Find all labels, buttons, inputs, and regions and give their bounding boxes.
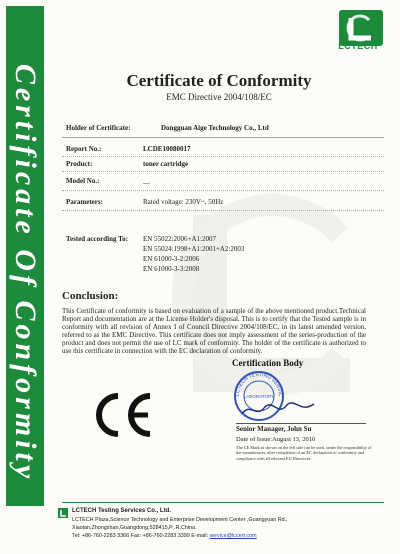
conclusion-text: This Certificate of conformity is based on evaluation of a sample of the above mentioned product.Technical Report and documentation are at the License Holder's disposal. This is to certify that the Tested sample is in conformity with all revision of Annex I of Council Directive 2004/108/EC, in its latest amended version, referred to as the EMC Directive. This certificate does not imply assessment of the series-production of the product and does not permit the use of LC mark of conformity. The holder of the certificate is authorized to use this certificate in connection with the EC declaration of conformity.: [62, 307, 366, 355]
footer-email-link[interactable]: service@lccert.com: [209, 533, 257, 539]
parameters-label: Parameters:: [66, 198, 103, 206]
top-margin: [54, 6, 354, 24]
footer-company: LCTECH Testing Services Co., Ltd.: [72, 508, 171, 514]
model-label: Model No.:: [66, 177, 100, 185]
footer-address-line2: Xiaolan,Zhongshan,Guangdong,528415,P .R.China.: [72, 525, 197, 531]
side-band-text: Certificate Of Conformity: [9, 63, 42, 483]
footer-address-line1: LCTECH Plaza,Science Technology and Enterprise Development Center ,Guangyuan Rd.,: [72, 517, 288, 523]
standard-item: EN 55022:2006+A1:2007: [143, 235, 216, 243]
ce-note: The CE Mark as shown on the left side can be used, under the responsibility of the manufacturer, after completion of an EC declaration of conformity and compliance with all relevant EU Directives.: [236, 445, 372, 461]
divider: [62, 210, 384, 211]
page-title: Certificate of Conformity: [126, 71, 312, 90]
divider: [62, 190, 384, 191]
standard-item: EN 55024:1998+A1:2001+A2:2003: [143, 245, 245, 253]
conclusion-heading: Conclusion:: [62, 290, 119, 302]
page-subtitle: EMC Directive 2004/108/EC: [166, 92, 272, 102]
model-value: —: [143, 179, 150, 187]
holder-label: Holder of Certificate:: [66, 124, 131, 132]
footer-contact: [72, 533, 257, 539]
certification-body-label: Certification Body: [232, 358, 304, 368]
signatory-name: Senior Manager, John Su: [236, 425, 312, 433]
footer-contact-text: Tel: +86-760-2283 3366 Fax: +86-760-2283 3399 E-mail:: [72, 533, 210, 539]
parameters-value: Rated voltage: 230V~, 50Hz: [143, 198, 224, 206]
holder-value: Dongguan Aige Technology Co., Ltd: [161, 124, 269, 132]
stamp-center-text: LABORATORY: [243, 394, 275, 399]
report-label: Report No.:: [66, 145, 102, 153]
divider: [62, 171, 384, 172]
divider: [62, 137, 384, 138]
ce-mark-icon: [88, 390, 158, 440]
product-value: toner cartridge: [143, 160, 189, 168]
product-label: Product:: [66, 160, 93, 168]
stamp-text: LCTECH TESTING SERVIC: [234, 371, 284, 397]
report-value: LCDE10080017: [143, 145, 191, 153]
divider: [62, 156, 384, 157]
footer-logo-icon: [58, 508, 68, 518]
standard-item: EN 61000-3-2:2006: [143, 255, 200, 263]
footer-divider: [62, 502, 384, 503]
issue-date: Date of Issue:August 13, 2010: [236, 436, 316, 443]
standard-item: EN 61000-3-3:2008: [143, 265, 200, 273]
signature-icon: [240, 400, 316, 420]
signature-line: [236, 423, 366, 424]
tested-label: Tested according To:: [66, 235, 128, 243]
logo-text: LCTECH: [338, 41, 378, 51]
